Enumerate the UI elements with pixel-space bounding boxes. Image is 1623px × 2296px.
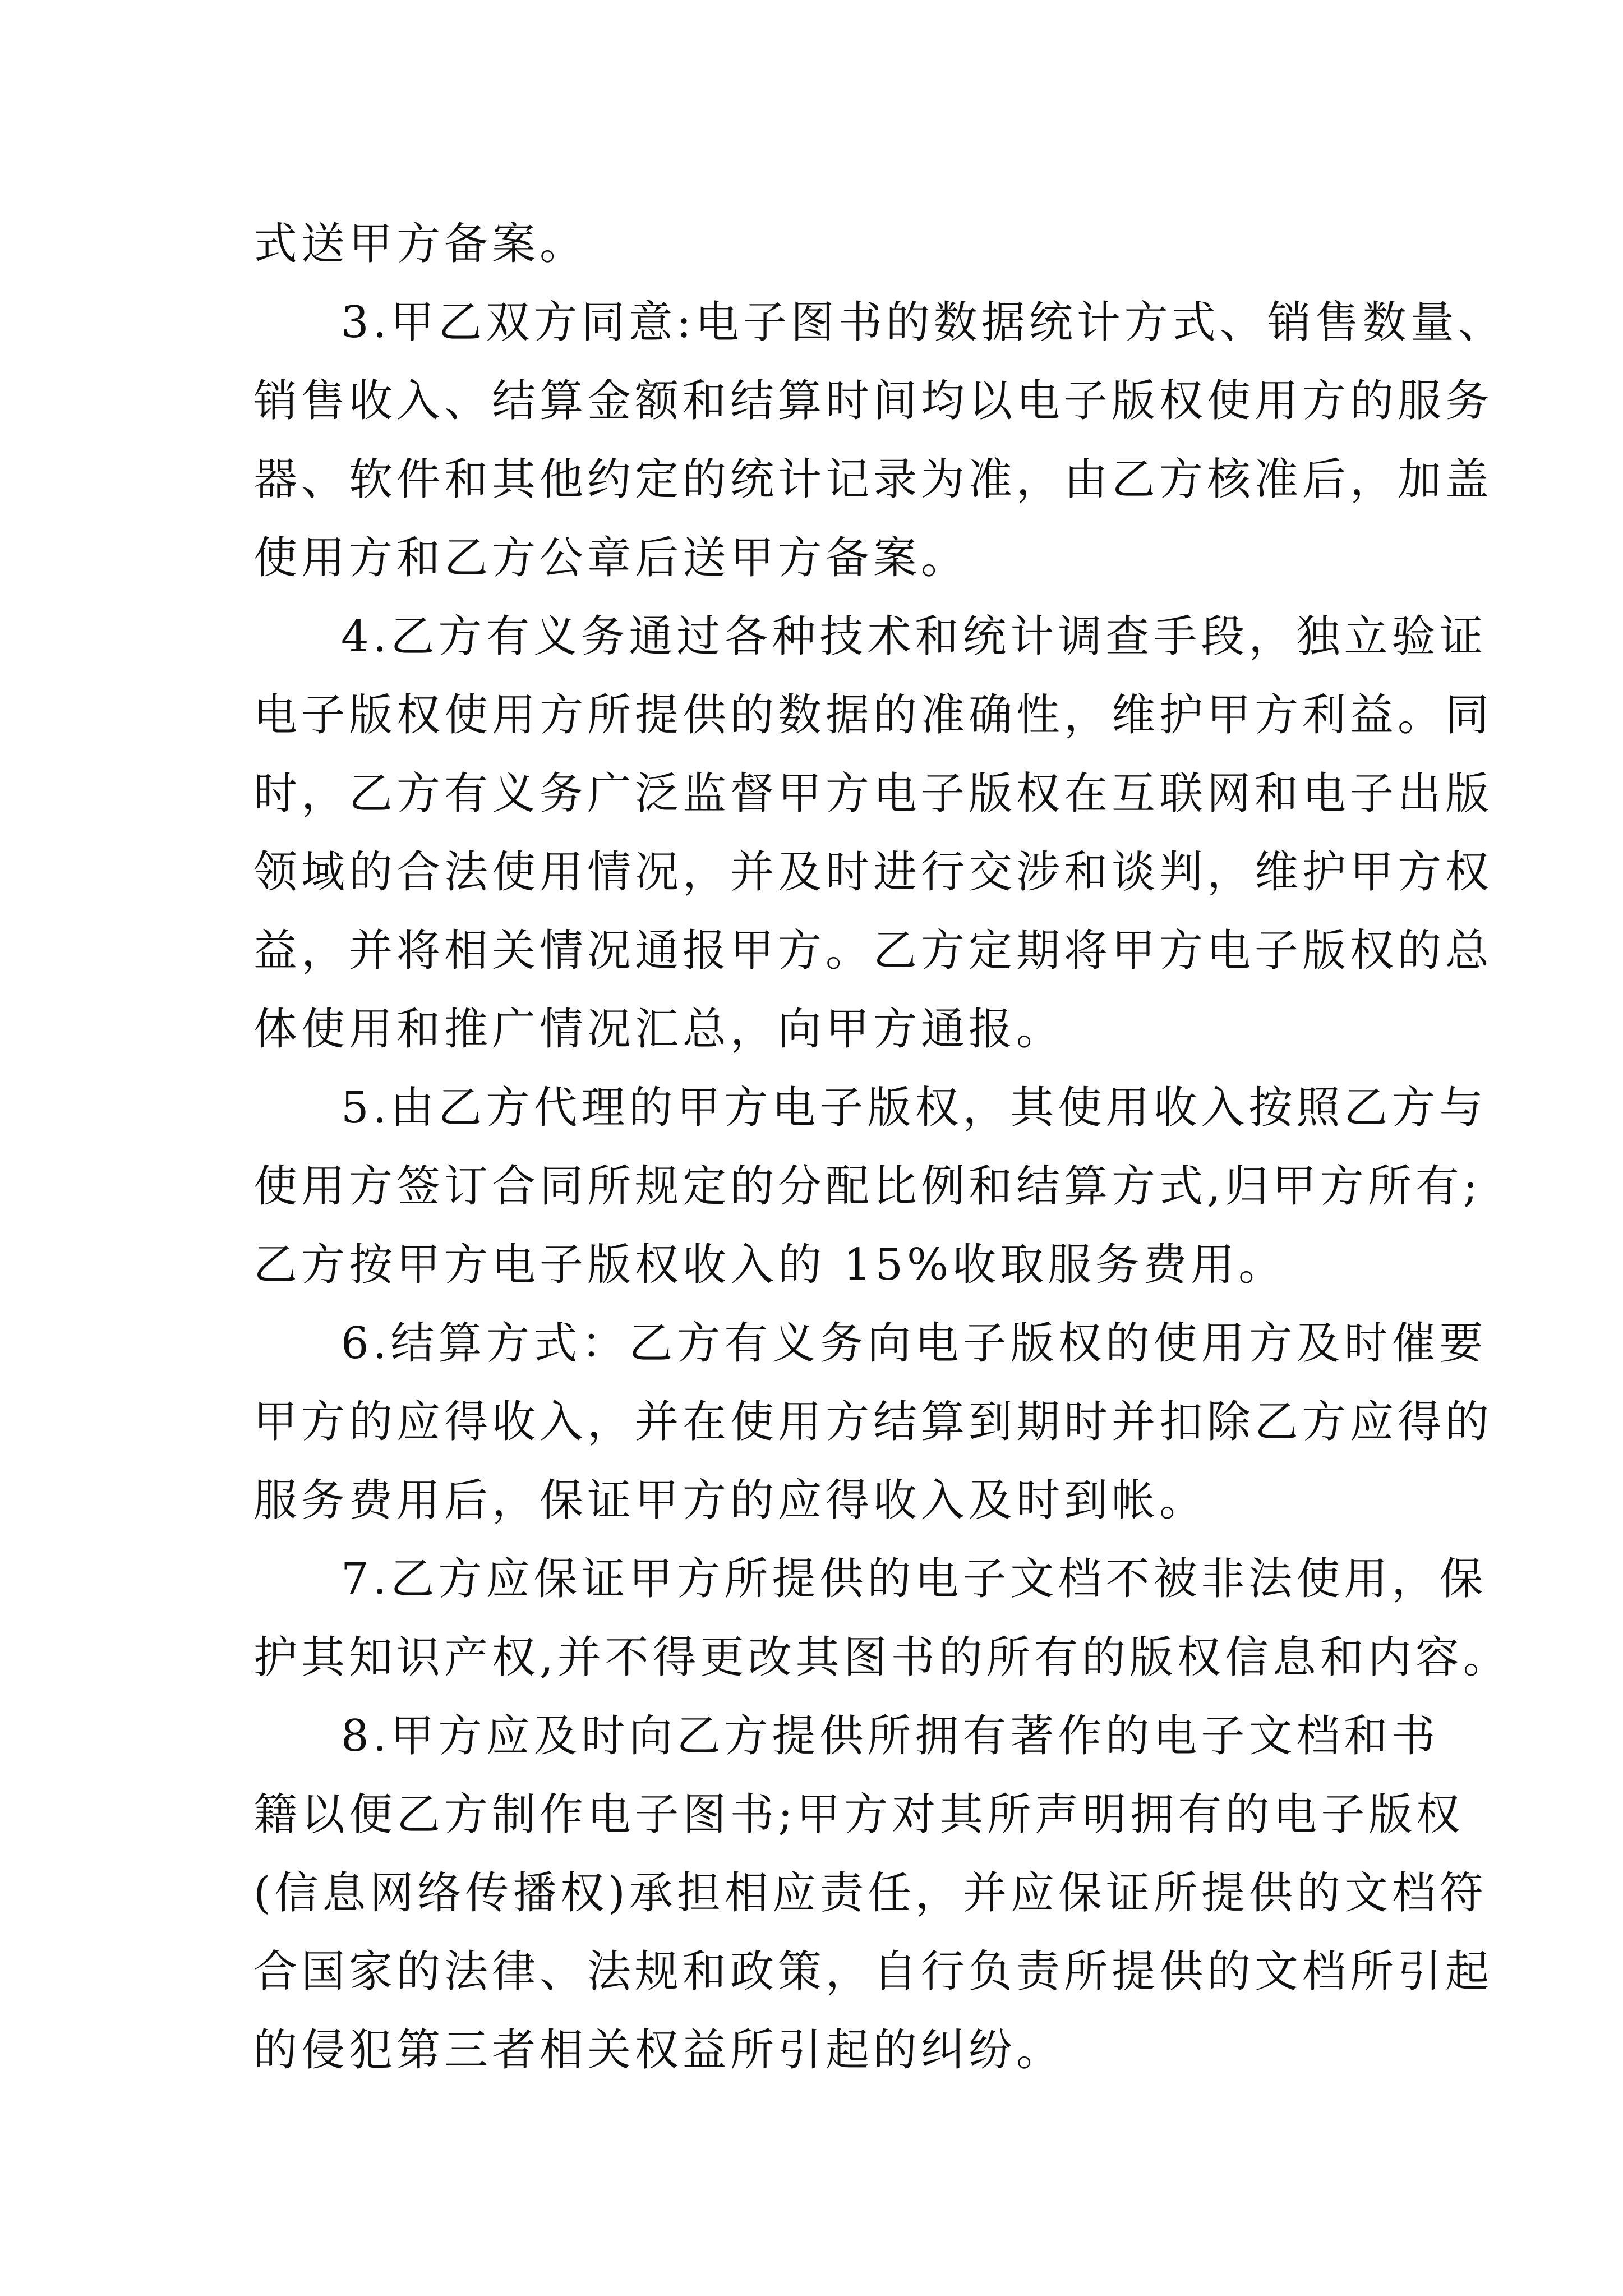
text-line: 8.甲方应及时向乙方提供所拥有著作的电子文档和书 xyxy=(341,1711,1440,1761)
text-line: 使用方和乙方公章后送甲方备案。 xyxy=(253,533,969,583)
text-line: 5.由乙方代理的甲方电子版权，其使用收入按照乙方与 xyxy=(341,1083,1487,1133)
text-line: 甲方的应得收入，并在使用方结算到期时并扣除乙方应得的 xyxy=(253,1397,1493,1447)
text-line: 籍以便乙方制作电子图书;甲方对其所声明拥有的电子版权 xyxy=(253,1789,1464,1840)
paragraph-clause-5 xyxy=(253,1069,1487,1304)
document-body xyxy=(253,205,1511,2090)
text-line: 体使用和推广情况汇总，向甲方通报。 xyxy=(253,1004,1064,1055)
text-line: 领域的合法使用情况，并及时进行交涉和谈判，维护甲方权 xyxy=(253,847,1493,898)
text-line: 合国家的法律、法规和政策，自行负责所提供的文档所引起 xyxy=(253,1947,1493,1997)
paragraph-clause-7 xyxy=(253,1540,1511,1697)
text-line: 3.甲乙双方同意:电子图书的数据统计方式、销售数量、 xyxy=(341,297,1506,348)
text-line: (信息网络传播权)承担相应责任，并应保证所提供的文档符 xyxy=(253,1868,1487,1918)
text-line: 时，乙方有义务广泛监督甲方电子版权在互联网和电子出版 xyxy=(253,769,1493,819)
text-line: 器、软件和其他约定的统计记录为准，由乙方核准后，加盖 xyxy=(253,454,1493,505)
text-line: 护其知识产权,并不得更改其图书的所有的版权信息和内容。 xyxy=(253,1632,1511,1683)
paragraph-clause-3 xyxy=(253,283,1506,597)
paragraph-clause-6 xyxy=(253,1304,1493,1540)
text-line: 使用方签订合同所规定的分配比例和结算方式,归甲方所有; xyxy=(253,1161,1482,1212)
text-line: 服务费用后，保证甲方的应得收入及时到帐。 xyxy=(253,1475,1207,1526)
text-line: 乙方按甲方电子版权收入的 15%收取服务费用。 xyxy=(253,1240,1287,1290)
text-line: 益，并将相关情况通报甲方。乙方定期将甲方电子版权的总 xyxy=(253,926,1493,976)
paragraph-clause-8 xyxy=(253,1697,1493,2090)
text-line: 的侵犯第三者相关权益所引起的纠纷。 xyxy=(253,2025,1064,2076)
paragraph-clause-4 xyxy=(253,597,1493,1069)
text-line: 电子版权使用方所提供的数据的准确性，维护甲方利益。同 xyxy=(253,690,1493,740)
text-line: 6.结算方式：乙方有义务向电子版权的使用方及时催要 xyxy=(341,1318,1487,1369)
paragraph-continuation xyxy=(253,205,1375,283)
text-line: 销售收入、结算金额和结算时间均以电子版权使用方的服务 xyxy=(253,376,1493,426)
text-line: 7.乙方应保证甲方所提供的电子文档不被非法使用，保 xyxy=(341,1554,1487,1604)
text-line: 式送甲方备案。 xyxy=(253,219,588,269)
text-line: 4.乙方有义务通过各种技术和统计调查手段，独立验证 xyxy=(341,611,1487,662)
